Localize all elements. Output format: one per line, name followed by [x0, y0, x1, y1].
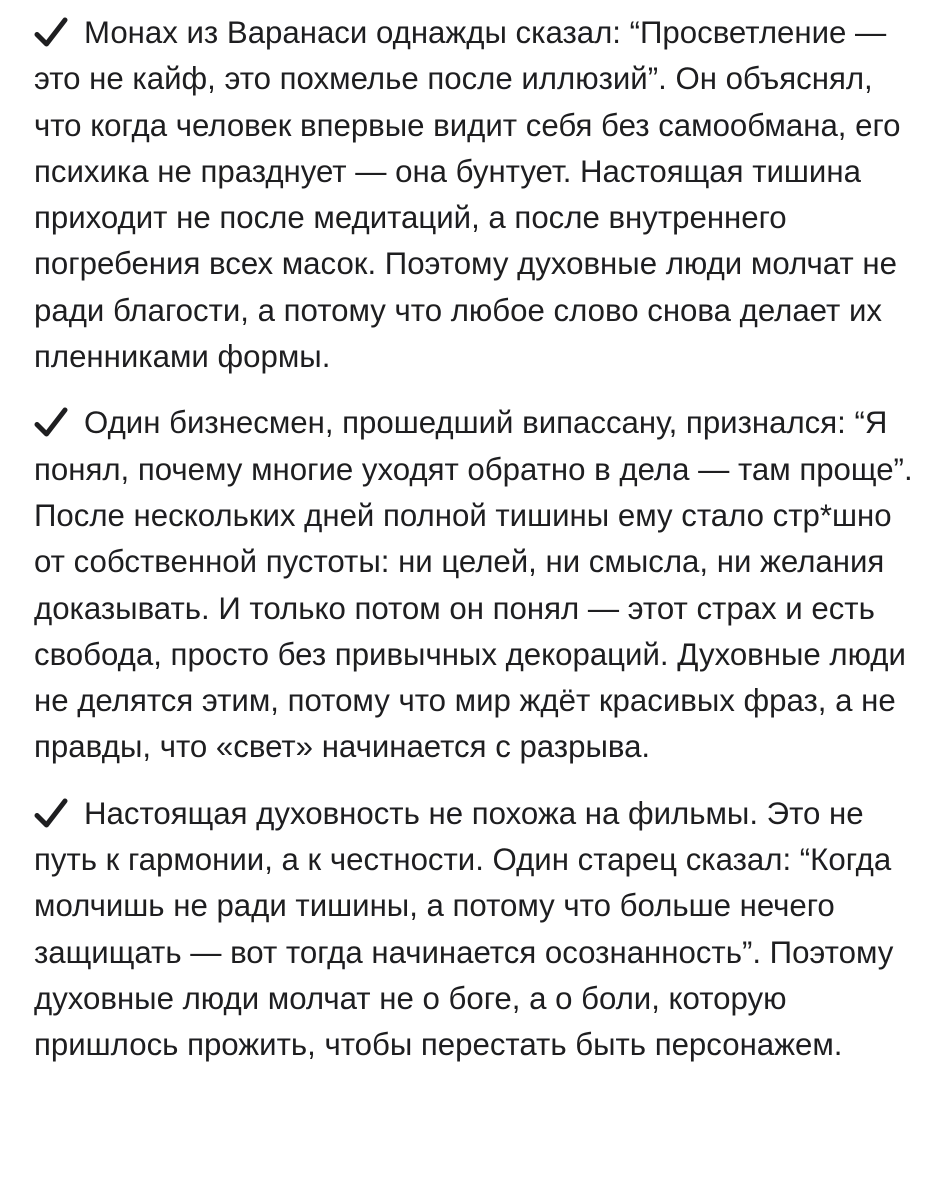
paragraph-2	[34, 400, 917, 770]
check-mark-icon	[34, 405, 68, 439]
paragraph-2-text: Один бизнесмен, прошедший випассану, признался: “Я понял, почему многие уходят обратно в дела — там проще”. После нескольких дней полной тишины ему стало стр*шно от собственной пустоты: ни целей, ни смысла, ни желания доказывать. И только потом он понял — этот страх и есть свобода, просто без привычных декораций. Духовные люди не делятся этим, потому что мир ждёт красивых фраз, а не правды, что «свет» начинается с разрыва.	[34, 405, 913, 765]
check-mark-icon	[34, 796, 68, 830]
paragraph-1-text: Монах из Варанаси однажды сказал: “Просветление — это не кайф, это похмелье после иллюзий”. Он объяснял, что когда человек впервые видит себя без самообмана, его психика не празднует — она бунтует. Настоящая тишина приходит не после медитаций, а после внутреннего погребения всех масок. Поэтому духовные люди молчат не ради благости, а потому что любое слово снова делает их пленниками формы.	[34, 15, 901, 375]
paragraph-1	[34, 10, 917, 380]
paragraph-3	[34, 791, 917, 1069]
check-mark-icon	[34, 15, 68, 49]
paragraph-3-text: Настоящая духовность не похожа на фильмы. Это не путь к гармонии, а к честности. Один старец сказал: “Когда молчишь не ради тишины, а потому что больше нечего защищать — вот тогда начинается осознанность”. Поэтому духовные люди молчат не о боге, а о боли, которую пришлось прожить, чтобы перестать быть персонажем.	[34, 795, 894, 1063]
